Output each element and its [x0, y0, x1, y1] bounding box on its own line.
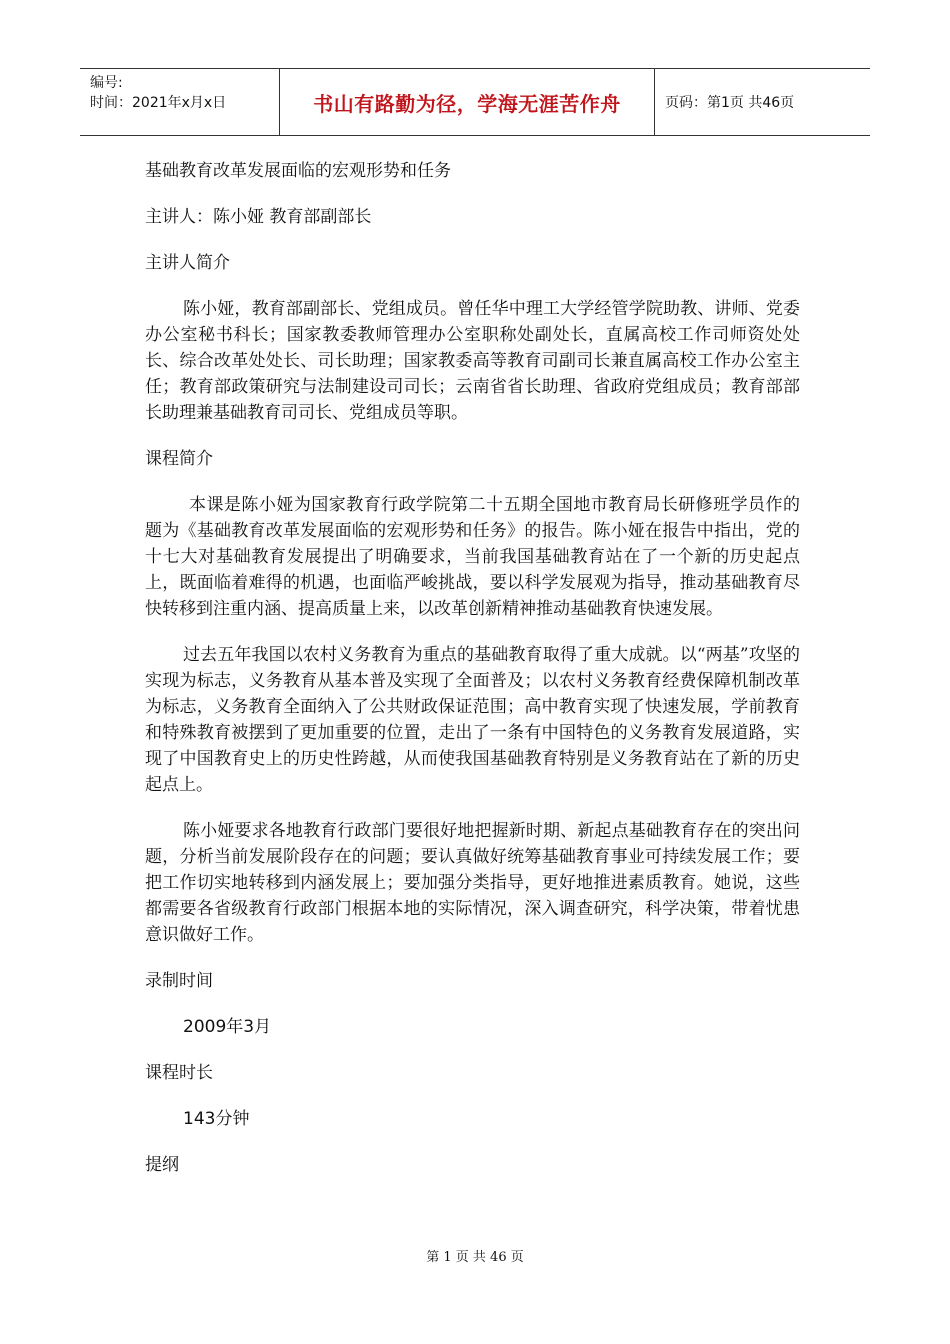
page-header	[80, 68, 870, 136]
outline-heading: 提纲	[145, 1155, 179, 1175]
course-intro-paragraph-1: 本课是陈小娅为国家教育行政学院第二十五期全国地市教育局长研修班学员作的题为《基础教育改革发展面临的宏观形势和任务》的报告。陈小娅在报告中指出，党的十七大对基础教育发展提出了明确要求，当前我国基础教育站在了一个新的历史起点上，既面临着难得的机遇，也面临严峻挑战，要以科学发展观为指导，推动基础教育尽快转移到注重内涵、提高质量上来，以改革创新精神推动基础教育快速发展。	[145, 495, 800, 619]
record-time-heading: 录制时间	[145, 971, 213, 991]
duration-heading: 课程时长	[145, 1063, 213, 1083]
header-page-info: 页码：第1页 共46页	[665, 95, 795, 111]
document-number-label: 编号:	[90, 75, 123, 91]
speaker-intro-paragraph: 陈小娅，教育部副部长、党组成员。曾任华中理工大学经管学院助教、讲师、党委办公室秘书科长；国家教委教师管理办公室职称处副处长，直属高校工作司师资处处长、综合改革处处长、司长助理；国家教委高等教育司副司长兼直属高校工作办公室主任；教育部政策研究与法制建设司司长；云南省省长助理、省政府党组成员；教育部部长助理兼基础教育司司长、党组成员等职。	[145, 299, 800, 423]
duration-value: 143分钟	[183, 1109, 250, 1129]
speaker-line: 主讲人：陈小娅 教育部副部长	[145, 207, 372, 227]
page-footer: 第 1 页 共 46 页	[426, 1250, 524, 1265]
document-body	[145, 158, 800, 1198]
header-motto: 书山有路勤为径，学海无涯苦作舟	[280, 69, 655, 135]
document-time-label: 时间：2021年x月x日	[90, 95, 227, 111]
header-meta	[80, 69, 280, 135]
course-intro-paragraph-2: 过去五年我国以农村义务教育为重点的基础教育取得了重大成就。以“两基”攻坚的实现为标志，义务教育从基本普及实现了全面普及；以农村义务教育经费保障机制改革为标志，义务教育全面纳入了公共财政保证范围；高中教育实现了快速发展，学前教育和特殊教育被摆到了更加重要的位置，走出了一条有中国特色的义务教育发展道路，实现了中国教育史上的历史性跨越，从而使我国基础教育特别是义务教育站在了新的历史起点上。	[145, 645, 800, 795]
document-title: 基础教育改革发展面临的宏观形势和任务	[145, 161, 451, 181]
record-time-value: 2009年3月	[183, 1017, 272, 1037]
course-intro-paragraph-3: 陈小娅要求各地教育行政部门要很好地把握新时期、新起点基础教育存在的突出问题，分析当前发展阶段存在的问题；要认真做好统筹基础教育事业可持续发展工作；要把工作切实地转移到内涵发展上；要加强分类指导，更好地推进素质教育。她说，这些都需要各省级教育行政部门根据本地的实际情况，深入调查研究，科学决策，带着忧患意识做好工作。	[145, 821, 800, 945]
speaker-intro-heading: 主讲人简介	[145, 253, 230, 273]
course-intro-heading: 课程简介	[145, 449, 213, 469]
